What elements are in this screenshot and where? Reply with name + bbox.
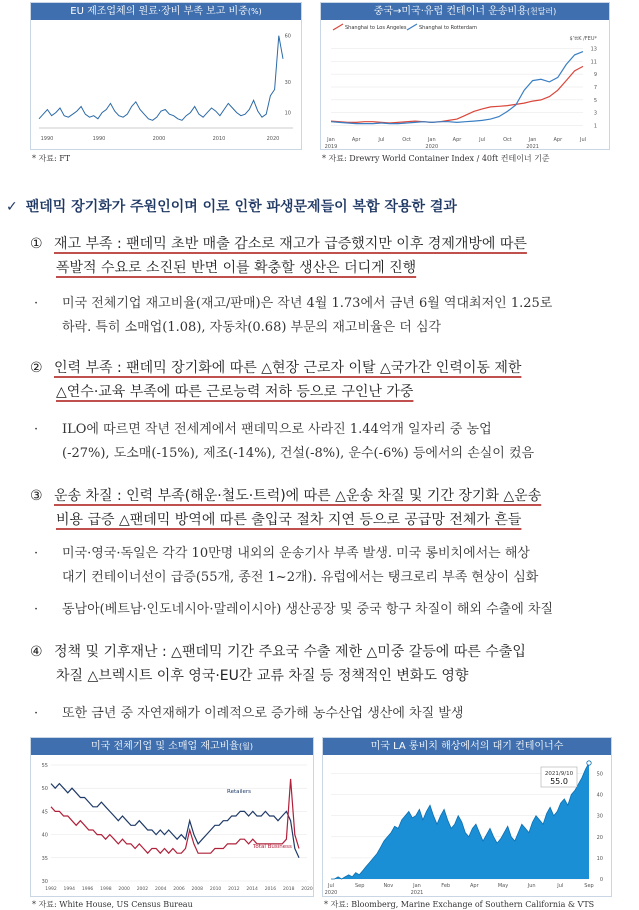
x-tick-year-0: 2020 [324, 890, 338, 896]
section-2-bullet: · ILO에 따르면 작년 전세계에서 팬데믹으로 사라진 1.44억개 일자리 중 농업 (-27%), 도소매(-15%), 제조(-14%), 건설(-8%), 운수(-6%) 등에서의 손실이 컸음 [36, 418, 616, 466]
y-tick-label-5: 55 [41, 763, 48, 769]
x-tick-label-0: Jan [327, 137, 335, 143]
section-3-bullet-2: · 동남아(베트남·인도네시아·말레이시아) 생산공장 및 중국 항구 차질이 해외 수출에 차질 [36, 598, 616, 622]
y-tick-label-2: 40 [41, 832, 48, 839]
x-tick-label-6: Jul [479, 137, 486, 143]
x-tick-label-4: 2000 [118, 887, 130, 892]
eu-shortage-chart-title: EU 제조업체의 원료·장비 부족 보고 비중(%) [31, 3, 301, 20]
x-tick-label-5: Apr [452, 137, 462, 143]
x-tick-label-8: Jul [557, 883, 564, 889]
annotation-marker [587, 761, 591, 765]
legend-label-retailers: Retailers [227, 789, 252, 795]
series-line-0 [331, 66, 583, 123]
annotation-date: 2021/9/10 [544, 771, 574, 777]
y-tick-label-0: 1 [593, 123, 597, 130]
section-1-bullet-line-2: 하락. 특히 소매업(1.08), 자동차(0.68) 부문의 재고비율은 더 심각 [62, 320, 442, 335]
legend-label-total-business: Total Business [253, 844, 292, 850]
container-cost-source: * 자료: Drewry World Container Index / 40ft 컨테이너 기준 [322, 154, 550, 163]
y-tick-label-0: 0 [599, 877, 603, 883]
x-tick-label-11: 2014 [246, 887, 258, 892]
x-tick-label-7: Oct [503, 137, 512, 143]
section-2-bullet-line-2: (-27%), 도소매(-15%), 제조(-14%), 건설(-8%), 운수(-6%) 등에서의 손실이 컸음 [62, 446, 535, 461]
x-tick-year-8: 2021 [526, 144, 539, 150]
y-tick-label-2: 60 [284, 33, 291, 40]
x-tick-label-6: May [497, 883, 509, 889]
x-tick-label-4: Feb [441, 883, 451, 889]
checkmark-icon: ✓ [6, 199, 18, 215]
section-3-bullet-1-line-1: 미국·영국·독일은 각각 10만명 내외의 운송기사 부족 발생. 미국 롱비치에서는 해상 [62, 546, 530, 561]
x-tick-year-0: 2019 [324, 144, 338, 150]
unit-label: $’ttK /FEU* [569, 36, 597, 42]
y-tick-label-0: 30 [41, 879, 48, 885]
legend-swatch-rotterdam [407, 24, 417, 30]
section-2 [30, 356, 620, 404]
x-tick-label-2: 2000 [152, 136, 166, 142]
x-tick-label-9: Sep [584, 883, 594, 889]
legend-label-rotterdam: Shanghai to Rotterdam [419, 25, 477, 31]
x-tick-label-1: 1990 [92, 136, 106, 142]
annotation-value: 55.0 [550, 777, 568, 786]
section-2-bullet-line-1: ILO에 따르면 작년 전세계에서 팬데믹으로 사라진 1.44억개 일자리 중 농업 [62, 422, 492, 437]
legend-label-la: Shanghai to Los Angeles [345, 25, 407, 31]
section-1-bullet: · 미국 전체기업 재고비율(재고/판매)은 작년 4월 1.73에서 금년 6월 역대최저인 1.25로 하락. 특히 소매업(1.08), 자동차(0.68) 부문의 재고비율은 더 심각 [36, 292, 616, 340]
x-tick-label-0: Jul [327, 883, 335, 889]
y-tick-label-5: 50 [596, 771, 603, 778]
container-cost-chart-title: 중국→미국·유럽 컨테이너 운송비용(천달러) [321, 3, 609, 20]
x-tick-label-5: 2002 [136, 887, 149, 892]
x-tick-label-7: Jun [527, 883, 536, 889]
x-tick-label-1: 1994 [63, 887, 76, 892]
inventory-ratio-source: * 자료: White House, US Census Bureau [32, 900, 193, 909]
y-tick-label-3: 45 [41, 809, 48, 816]
x-tick-label-1: Apr [351, 137, 361, 143]
section-4 [30, 640, 620, 688]
x-tick-label-9: 2010 [209, 887, 222, 892]
section-3-line-2: 비용 급증 △팬데믹 방역에 따른 출입국 절차 지연 등으로 공급망 전체가 흔들 [56, 512, 522, 528]
x-tick-year-3: 2021 [410, 890, 424, 896]
inventory-ratio-plot [31, 755, 313, 897]
x-tick-label-2: 1996 [81, 887, 94, 892]
y-tick-label-6: 13 [590, 46, 597, 53]
section-3-bullet-2-line-1: 동남아(베트남·인도네시아·말레이시아) 생산공장 및 중국 항구 차질이 해외 수출에 차질 [62, 602, 553, 617]
section-1-bullet-line-1: 미국 전체기업 재고비율(재고/판매)은 작년 4월 1.73에서 금년 6월 역대최저인 1.25로 [62, 296, 553, 311]
x-tick-label-3: Oct [402, 137, 411, 143]
y-tick-label-3: 7 [593, 85, 597, 91]
x-tick-label-9: Apr [553, 137, 563, 143]
section-4-bullet: · 또한 금년 중 자연재해가 이례적으로 증가해 농수산업 생산에 차질 발생 [36, 702, 616, 726]
section-4-bullet-line-1: 또한 금년 중 자연재해가 이례적으로 증가해 농수산업 생산에 차질 발생 [62, 706, 464, 721]
legend-swatch-la [333, 24, 343, 30]
y-tick-label-4: 40 [596, 792, 603, 799]
x-tick-label-6: 2004 [154, 887, 167, 892]
y-tick-label-0: 10 [284, 110, 291, 117]
x-tick-label-10: Jul [579, 137, 587, 143]
x-tick-label-8: 2008 [191, 887, 204, 892]
x-tick-label-2: Jul [378, 137, 385, 143]
x-tick-label-3: Jan [413, 883, 421, 889]
y-tick-label-3: 30 [596, 813, 603, 820]
y-tick-label-4: 9 [593, 72, 597, 79]
section-1-line-1: ① 재고 부족 : 팬데믹 초반 매출 감소로 재고가 급증했지만 이후 경제개방에 따른 [30, 236, 527, 252]
x-tick-label-14: 2020 [301, 887, 313, 892]
x-tick-label-0: 1992 [45, 887, 57, 892]
section-2-line-2: △연수·교육 부족에 따른 근로능력 저하 등으로 구인난 가중 [56, 384, 414, 400]
section-2-line-1: ② 인력 부족 : 팬데믹 장기화에 따른 △현장 근로자 이탈 △국가간 인력이동 제한 [30, 360, 522, 376]
y-tick-label-1: 30 [284, 79, 291, 86]
eu-shortage-source: * 자료: FT [32, 154, 71, 163]
y-tick-label-4: 50 [41, 786, 48, 793]
section-1 [30, 232, 620, 280]
waiting-ships-plot [323, 755, 611, 897]
eu-shortage-plot [31, 20, 301, 150]
x-tick-label-12: 2016 [264, 887, 277, 892]
x-tick-label-8: Jan [528, 137, 537, 143]
x-tick-year-4: 2020 [425, 144, 439, 150]
y-tick-label-1: 10 [596, 855, 603, 862]
container-cost-plot [321, 20, 609, 150]
waiting-ships-source: * 자료: Bloomberg, Marine Exchange of Southern California & VTS [324, 900, 595, 909]
y-tick-label-1: 35 [41, 855, 48, 862]
x-tick-label-2: Nov [383, 883, 394, 889]
waiting-ships-chart [322, 737, 612, 897]
x-tick-label-4: 2020 [266, 136, 280, 142]
container-cost-chart [320, 2, 610, 150]
y-tick-label-1: 3 [593, 110, 597, 117]
section-3-line-1: ③ 운송 차질 : 인력 부족(해운·철도·트럭)에 따른 △운송 차질 및 기간 장기화 △운송 [30, 488, 542, 504]
x-tick-label-3: 2010 [212, 136, 226, 142]
x-tick-label-7: 2006 [173, 887, 185, 892]
inventory-ratio-chart [30, 737, 314, 897]
x-tick-label-10: 2012 [228, 887, 240, 892]
section-4-line-1: ④ 정책 및 기후재난 : △팬데믹 기간 주요국 수출 제한 △미중 갈등에 따른 수출입 [30, 644, 526, 660]
x-tick-label-5: Apr [470, 883, 479, 889]
x-tick-label-4: Jan [427, 137, 436, 143]
section-3-bullet-1-line-2: 대기 컨테이너선이 급증(55개, 종전 1~2개). 유럽에서는 탱크로리 부족 현상이 심화 [62, 570, 539, 585]
section-3-bullet-1: · 미국·영국·독일은 각각 10만명 내외의 운송기사 부족 발생. 미국 롱비치에서는 해상 대기 컨테이너선이 급증(55개, 종전 1~2개). 유럽에서는 탱크로리 부족 현상이 심화 [36, 542, 616, 590]
x-tick-label-13: 2018 [282, 887, 295, 892]
series-line [39, 36, 283, 121]
section-heading: ✓ 팬데믹 장기화가 주원인이며 이로 인한 파생문제들이 복합 작용한 결과 [6, 199, 457, 215]
section-4-line-2: 차질 △브렉시트 이후 영국·EU간 교류 차질 등 정책적인 변화도 영향 [56, 668, 469, 684]
x-tick-label-3: 1998 [100, 887, 112, 892]
section-1-line-2: 폭발적 수요로 소진된 반면 이를 확충할 생산은 더디게 진행 [56, 260, 417, 276]
waiting-ships-chart-title: 미국 LA 롱비치 해상에서의 대기 컨테이너수 [323, 738, 611, 755]
x-tick-label-1: Sep [354, 883, 365, 889]
y-tick-label-2: 20 [596, 834, 603, 841]
x-tick-label-0: 1990 [40, 136, 54, 142]
inventory-ratio-chart-title: 미국 전체기업 및 소매업 재고비율(월) [31, 738, 313, 755]
section-3 [30, 484, 620, 532]
eu-shortage-chart [30, 2, 302, 150]
y-tick-label-5: 11 [590, 59, 597, 66]
y-tick-label-2: 5 [593, 97, 597, 104]
